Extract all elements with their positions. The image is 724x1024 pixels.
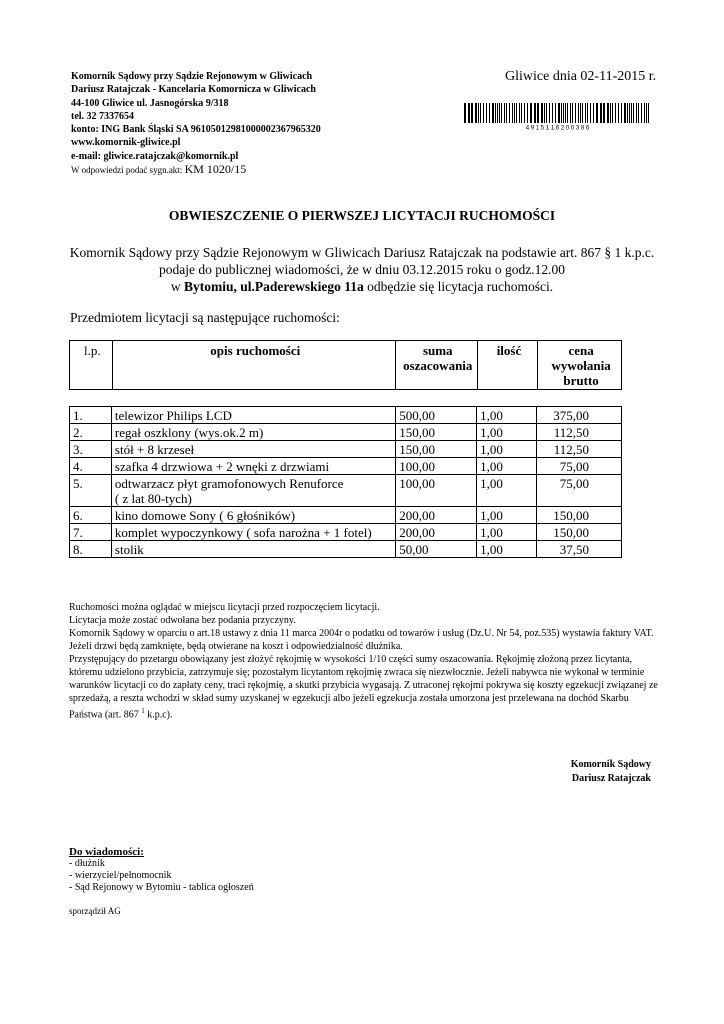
barcode-bar [572,103,573,123]
cell-quantity: 1,00 [477,407,537,424]
cell-valuation: 150,00 [396,441,477,458]
column-header-description: opis ruchomości [112,341,395,390]
header-line: Komornik Sądowy przy Sądzie Rejonowym w Gliwicach [71,71,313,82]
barcode-bar [464,103,466,123]
barcode-bar [633,103,634,123]
barcode-bar [570,103,571,123]
barcode-icon [463,103,652,130]
barcode-bar [629,103,630,123]
barcode-bar [546,103,547,123]
barcode-bar [596,103,598,123]
cell-valuation: 100,00 [396,458,477,475]
cell-lp: 5. [70,475,112,507]
barcode-bar [603,103,605,123]
cell-lp: 1. [70,407,112,424]
cell-lp: 3. [70,441,112,458]
note-deposit [69,653,659,721]
cell-description: komplet wypoczynkowy ( sofa narożna + 1 fotel) [111,524,395,541]
cell-price: 375,00 [537,407,622,424]
prepared-by: sporządził AG [69,906,121,916]
barcode-bar [563,103,564,123]
barcode-bar [612,103,613,123]
cell-lp: 6. [70,507,112,524]
barcode-bar [565,103,566,123]
barcode-bar [489,103,490,123]
cell-quantity: 1,00 [477,507,537,524]
barcode-bar [519,103,520,123]
barcode-bar [561,103,562,123]
barcode-bar [585,103,586,123]
barcode-bar [593,103,594,123]
barcode-bar [648,103,649,123]
cell-valuation: 200,00 [396,524,477,541]
barcode-bar [512,103,513,123]
intro-line-3-suffix: odbędzie się licytacja ruchomości. [367,279,554,294]
barcode-bar [480,103,481,123]
intro-line-2: podaje do publicznej wiadomości, że w dniu 03.12.2015 roku o godz.12.00 [158,262,566,277]
barcode-bar [555,103,556,123]
barcode-bar [582,103,583,123]
barcode-bar [558,103,560,123]
barcode-bar [644,103,645,123]
barcode-bar [506,103,507,123]
document-date: Gliwice dnia 02-11-2015 r. [505,69,657,84]
barcode-bar [610,103,611,123]
signature-title: Komornik Sądowy [570,759,651,770]
table-row [70,475,622,507]
barcode-bar [509,103,510,123]
recipients-block [69,846,254,894]
cell-quantity: 1,00 [477,524,537,541]
barcode-bar [638,103,639,123]
note-deposit-text: Przystępujący do przetargu obowiązany jest złożyć rękojmię w wysokości 1/10 części sumy oszacowania. Rękojmię złożoną przez licytanta, któremu udzielono przybicia, zatrzymuje się; pozostałym licytantom rękojmię zwraca się niezwłocznie. Jeżeli nabywca nie wykonał w terminie warunków licytacji co do zapłaty ceny, traci rękojmię, a skutki przybicia wygasają. Z utraconej rękojmi pokrywa się koszty egzekucji związanej ze sprzedażą, a reszta wchodzi w skład sumy uzyskanej w egzekucji albo jeżeli egzekucja została umorzona jest przelewana na dochód Skarbu Państwa (art. 867 [69,654,658,721]
header-line: konto: ING Bank Śląski SA 96105012981000002367965320 [71,124,321,136]
subject-line: Przedmiotem licytacji są następujące ruchomości: [70,310,340,325]
barcode-bar [501,103,502,123]
barcode-bar [483,103,484,123]
barcode-bar [544,103,545,123]
barcode-bar [631,103,632,123]
barcode-bar [492,103,494,123]
cell-lp: 4. [70,458,112,475]
barcode-bar [636,103,637,123]
case-reference-label: W odpowiedzi podać sygn.akt: [71,165,183,176]
barcode-bar [624,103,626,123]
header-line: Dariusz Ratajczak - Kancelaria Komornicza w Gliwicach [71,84,316,96]
barcode-bar [478,103,479,123]
barcode-bar [580,103,581,123]
items-table [69,406,622,558]
intro-line-1: Komornik Sądowy przy Sądzie Rejonowym w Gliwicach Dariusz Ratajczak na podstawie art. 867 § 1 k.p.c. [69,245,655,260]
note-cancellation: Licytacja może zostać odwołana bez podania przyczyny. [69,615,296,626]
signature-block [520,758,651,786]
barcode-bar [516,103,517,123]
barcode-bar [621,103,622,123]
items-table-header [69,340,622,390]
cell-description: szafka 4 drzwiowa + 2 wnęki z drzwiami [111,458,395,475]
note-viewing: Ruchomości można oglądać w miejscu licytacji przed rozpoczęciem licytacji. [69,602,380,613]
barcode-bar [615,103,616,123]
barcode-bar [590,103,591,123]
cell-lp: 8. [70,541,112,558]
case-reference-value: KM 1020/15 [184,162,247,177]
barcode-bar [541,103,543,123]
table-row [70,541,622,558]
column-header-quantity: ilość [477,341,538,390]
barcode-bar [618,103,619,123]
barcode-bar [575,103,576,123]
barcode-bar [521,103,522,123]
description-line-2: ( z lat 80-tych) [114,491,192,506]
cell-price: 150,00 [537,507,622,524]
cell-quantity: 1,00 [477,541,537,558]
header-line: e-mail: gliwice.ratajczak@komornik.pl [71,150,239,162]
cell-price: 112,50 [537,424,622,441]
auction-notes [69,601,659,721]
barcode-bar [475,103,477,123]
header-line: tel. 32 7337654 [71,110,135,122]
note-deposit-sup: 1 [141,707,145,715]
barcode-bar [578,103,579,123]
barcode-bar [497,103,498,123]
column-header-price: cena wywołania brutto [538,341,622,390]
barcode-bar [534,103,536,123]
barcode-bar [587,103,588,123]
cell-valuation: 100,00 [396,475,477,507]
barcode-bar [567,103,568,123]
cell-description [111,475,395,507]
table-row [70,407,622,424]
table-row [70,424,622,441]
auction-location: Bytomiu, ul.Paderewskiego 11a [184,279,364,294]
header-line: www.komornik-gliwice.pl [71,137,181,149]
table-row [70,507,622,524]
barcode-bar [499,103,500,123]
cell-description: telewizor Philips LCD [111,407,395,424]
cell-price: 37,50 [537,541,622,558]
barcode-bar [468,103,470,123]
recipient-item: - wierzyciel/pełnomocnik [69,870,172,881]
barcode-bar [527,103,528,123]
signature-name: Dariusz Ratajczak [571,773,651,784]
description-line: odtwarzacz płyt gramofonowych Renuforce [114,476,344,491]
cell-price: 112,50 [537,441,622,458]
cell-valuation: 200,00 [396,507,477,524]
barcode-bar [514,103,515,123]
barcode-bar [504,103,505,123]
document-title: OBWIESZCZENIE O PIERWSZEJ LICYTACJI RUCHOMOŚCI [168,208,556,223]
cell-quantity: 1,00 [477,458,537,475]
cell-lp: 2. [70,424,112,441]
barcode-bar [495,103,496,123]
header-line: 44-100 Gliwice ul. Jasnogórska 9/318 [71,97,229,109]
bailiff-header [71,70,431,177]
barcode-bar [641,103,642,123]
cell-quantity: 1,00 [477,475,537,507]
cell-quantity: 1,00 [477,441,537,458]
barcode-bar [549,103,550,123]
cell-valuation: 150,00 [396,424,477,441]
announcement-intro [40,244,684,295]
note-vat: Komornik Sądowy w oparciu o art.18 ustawy z dnia 11 marca 2004r o podatku od towarów i usług (Dz.U. Nr 54, poz.535) wystawia faktury VAT. [69,628,654,639]
barcode-bar [607,103,609,123]
column-header-lp: l.p. [70,341,113,390]
barcode-bar [530,103,532,123]
cell-lp: 7. [70,524,112,541]
recipient-item: - dłużnik [69,858,105,869]
barcode-bar [627,103,628,123]
cell-valuation: 500,00 [396,407,477,424]
barcode-bar [600,103,602,123]
cell-price: 75,00 [537,458,622,475]
barcode-bar [552,103,553,123]
cell-description: stolik [111,541,395,558]
cell-price: 150,00 [537,524,622,541]
barcode-bar [486,103,487,123]
intro-line-3-prefix: w [170,279,181,294]
table-row [70,524,622,541]
barcode-bar [537,103,539,123]
table-row [70,458,622,475]
cell-description: regał oszklony (wys.ok.2 m) [111,424,395,441]
barcode-bar [524,103,525,123]
note-deposit-end: k.p.c). [144,709,173,721]
barcode-bar [646,103,647,123]
note-doors: Jeżeli drzwi będą zamknięte, będą otwierane na koszt i odpowiedzialność dłużnika. [69,641,403,652]
cell-price: 75,00 [537,475,622,507]
recipients-title: Do wiadomości: [69,846,144,858]
cell-quantity: 1,00 [477,424,537,441]
case-reference [71,163,431,177]
intro-line-3 [40,278,684,295]
barcode-digits: 4 9 1 5 1 1 6 2 0 0 3 8 6 [525,125,590,130]
recipient-item: - Sąd Rejonowy w Bytomiu - tablica ogłoszeń [69,882,254,893]
column-header-valuation: suma oszacowania [395,341,477,390]
cell-description: stół + 8 krzeseł [111,441,395,458]
cell-description: kino domowe Sony ( 6 głośników) [111,507,395,524]
cell-valuation: 50,00 [396,541,477,558]
barcode-bar [471,103,473,123]
table-row [70,441,622,458]
